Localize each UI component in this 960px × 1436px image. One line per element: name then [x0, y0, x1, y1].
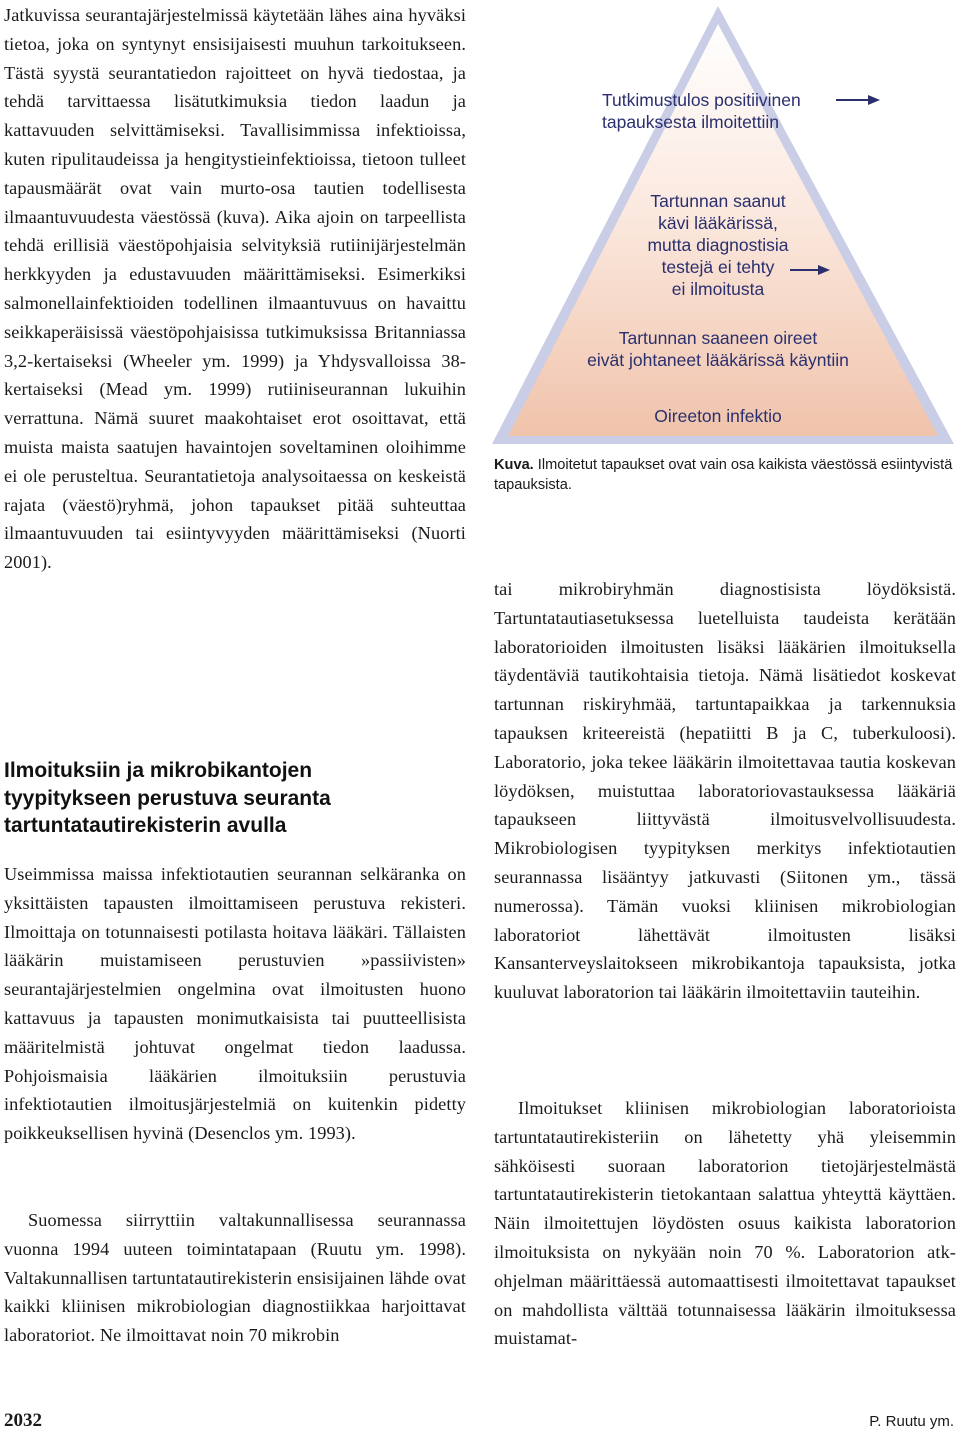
pyramid-level-reported: Tutkimustulos positiivinen tapauksesta ilmoitettiin	[602, 90, 801, 132]
pyramid-level-asymptomatic: Oireeton infektio	[654, 406, 782, 426]
body-paragraph-3: Suomessa siirryttiin valtakunnallisessa seurannassa vuonna 1994 uuteen toimintatapaan (Ruutu ym. 1998). Valtakunnallisen tartuntatautirekisterin ensisijainen lähde ovat kaikki kliinisen mikrobiologian diagnostiikkaa harjoittavat laboratoriot. Ne ilmoittavat noin 70 mikrobin	[4, 1210, 466, 1346]
section-heading: Ilmoituksiin ja mikrobikantojen tyypitykseen perustuva seuranta tartuntatautirekisterin avulla	[4, 759, 331, 837]
pyramid-figure	[488, 0, 960, 460]
body-paragraph-right-1: tai mikrobiryhmän diagnostisista löydöksistä. Tartuntatautiasetuksessa luetelluista taudeista kerätään laboratorioiden ilmoitusten lisäksi lääkärien ilmoituksella täydentäviä tautikohtaisia tietoja. Nämä lisätiedot koskevat tartunnan riskiryhmää, tartuntapaikkaa ja tarkennuksia tapauksen kriteereistä (hepatiitti B ja C, tuberkuloosi). Laboratorio, joka tekee lääkärin ilmoitettavaa tautia koskevan löydöksen, muistuttaa laboratoriovastauksessa lääkäriä tapaukseen liittyvästä ilmoitusvelvollisuudesta. Mikrobiologisen tyypityksen merkitys infektiotautien seurannassa lisääntyy jatkuvasti (Siitonen ym., tässä numerossa). Tämän vuoksi kliinisen mikrobiologian laboratoriot lähettävät ilmoitusten lisäksi Kansanterveyslaitokseen mikrobikantoja tapauksista, jotka kuuluvat laboratorion tai lääkärin ilmoitettaviin tauteihin.	[494, 579, 956, 1003]
arrow-icon	[836, 95, 880, 105]
page-footer	[0, 1410, 960, 1434]
caption-text: Ilmoitetut tapaukset ovat vain osa kaikista väestössä esiintyvistä tapauksista.	[494, 457, 953, 493]
pyramid-level-symptoms: Tartunnan saaneen oireet eivät johtaneet lääkärissä käyntiin	[587, 328, 849, 370]
figure-caption	[494, 455, 956, 495]
body-paragraph-2: Useimmissa maissa infektiotautien seurannan selkäranka on yksittäisten tapausten ilmoittamiseen perustuva rekisteri. Ilmoittaja on totunnaisesti potilasta hoitava lääkäri. Tällaisten lääkärin muistamiseen perustuvien »passiivisten» seurantajärjestelmien ongelmina ovat ilmoitusten huono kattavuus ja tapausten monimutkaisista tai puutteellisista määritelmistä johtuvat ongelmat tiedon laadussa. Pohjoismaisia lääkärien ilmoituksiin perustuvia infektiotautien ilmoitusjärjestelmiä on kuitenkin pidetty poikkeuksellisen hyvinä (Desenclos ym. 1993).	[4, 864, 466, 1144]
body-paragraph-right-2: Ilmoitukset kliinisen mikrobiologian laboratorioista tartuntatautirekisteriin on lähetetty yhä yleisemmin sähköisesti suoraan laboratorion tietojärjestelmästä tartuntatautirekisterin tietokantaan salattua yhteyttä käyttäen. Näin ilmoitettujen löydösten osuus kaikista laboratorion ilmoituksista on nykyään noin 70 %. Laboratorion atk-ohjelman määrittäessä automaattisesti ilmoitettavat tapaukset on mahdollista välttää totunnaisessa lääkärin ilmoituksessa muistamat-	[494, 1098, 956, 1349]
pyramid-level-visited-doctor: Tartunnan saanut kävi lääkärissä, mutta diagnostisia testejä ei tehty ei ilmoitusta	[647, 191, 789, 299]
running-author: P. Ruutu ym.	[869, 1413, 954, 1430]
page-number: 2032	[4, 1410, 42, 1431]
body-paragraph-1: Jatkuvissa seurantajärjestelmissä käytetään lähes aina hyväksi tietoa, joka on syntynyt ensisijaisesti muuhun tarkoitukseen. Tästä syystä seurantatiedon rajoitteet on hyvä tiedostaa, ja tehdä tarvittaessa lisätutkimuksia tiedon laadun ja kattavuuden selvittämiseksi. Tavallisimmissa infektioissa, kuten ripulitaudeissa ja hengitystieinfektioissa, tietoon tulleet tapausmäärät ovat vain murto-osa tautien todellisesta ilmaantuvuudesta väestössä (kuva). Aika ajoin on tarpeellista tehdä erillisiä väestöpohjaisia selvityksiä rutiinijärjestelmän herkkyyden ja edustavuuden määrittämiseksi. Esimerkiksi salmonellainfektioiden todellinen ilmaantuvuus on havaittu seikkaperäisissä väestöpohjaisissa tutkimuksissa Britanniassa 3,2-kertaiseksi (Wheeler ym. 1999) ja Yhdysvalloissa 38-kertaiseksi (Mead ym. 1999) rutiiniseurannan lukuihin verrattuna. Nämä suuret maakohtaiset erot osoittavat, että muista maista saatujen havaintojen soveltaminen oloihimme ei ole perusteltua. Seurantatietoja analysoitaessa on keskeistä rajata (väestö)ryhmä, johon tapaukset pitää suhteuttaa ilmaantuvuuden tai esiintyvyyden määrittämiseksi (Nuorti 2001).	[4, 5, 466, 573]
caption-label: Kuva.	[494, 457, 534, 473]
